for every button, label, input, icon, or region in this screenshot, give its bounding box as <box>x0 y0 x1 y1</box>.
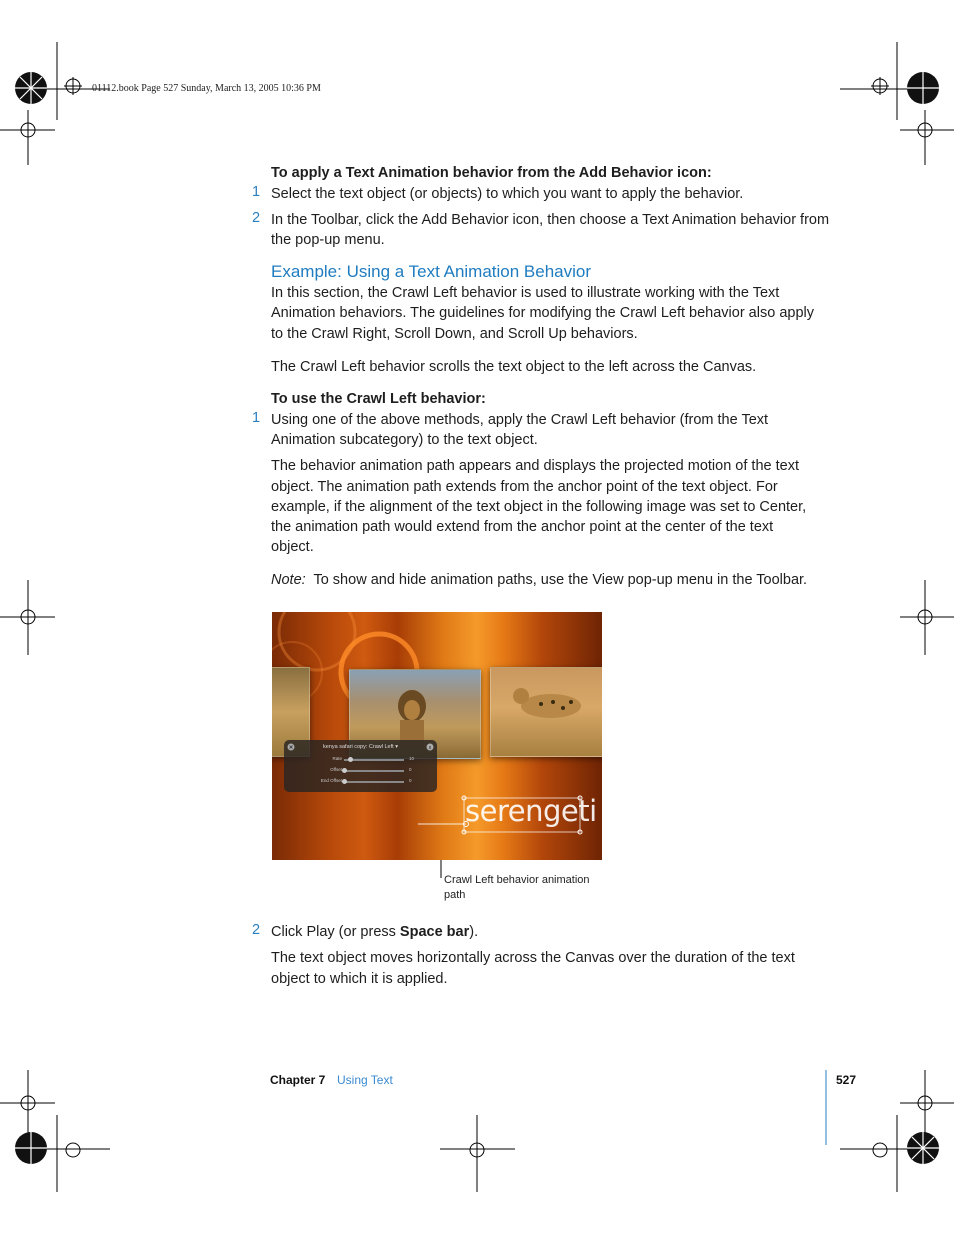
hud-label: End Offset <box>320 778 342 783</box>
footer-chapter-title[interactable]: Using Text <box>337 1073 393 1087</box>
body-line: In this section, the Crawl Left behavior is used to illustrate working with the Text <box>271 285 780 301</box>
step-text <box>271 922 831 943</box>
hud-label: Rate <box>332 756 342 761</box>
page-slug: 01112.book Page 527 Sunday, March 13, 2005 10:36 PM <box>92 83 321 94</box>
step-text-prefix: Click Play (or press <box>271 924 400 940</box>
body-line: Animation behaviors. The guidelines for modifying the Crawl Left behavior also apply <box>271 305 814 321</box>
body-line: object to which it is applied. <box>271 971 448 987</box>
body-line: object. The animation path extends from the anchor point of the text object. For <box>271 479 778 495</box>
hud-label: Offset <box>330 767 342 772</box>
note-text: To show and hide animation paths, use the View pop-up menu in the Toolbar. <box>313 572 808 588</box>
body-line: The text object moves horizontally across the Canvas over the duration of the text <box>271 950 795 966</box>
figure-caption-line: Crawl Left behavior animation <box>444 874 590 886</box>
body-line: object. <box>271 539 314 555</box>
step-number: 1 <box>252 184 261 200</box>
hud-value: 0 <box>409 767 412 772</box>
hud-value: 0 <box>409 778 412 783</box>
hud-title[interactable]: kenya safari copy: Crawl Left ▾ <box>323 744 398 750</box>
canvas-text-object[interactable]: serengeti <box>465 794 597 828</box>
body-line: the animation path would extend from the anchor point at the center of the text <box>271 519 774 535</box>
body-line: to the Crawl Right, Scroll Down, and Scroll Up behaviors. <box>271 326 638 342</box>
footer-chapter: Chapter 7 <box>270 1073 326 1087</box>
step-number: 2 <box>252 922 261 938</box>
key-name: Space bar <box>399 924 470 940</box>
body-line: example, if the alignment of the text object in the following image was set to Center, <box>271 499 807 515</box>
canvas-screenshot <box>272 612 602 860</box>
procedure-heading: To apply a Text Animation behavior from the Add Behavior icon: <box>271 165 712 181</box>
body-paragraph: The Crawl Left behavior scrolls the text object to the left across the Canvas. <box>271 359 757 375</box>
page-number: 527 <box>836 1073 857 1087</box>
note <box>271 570 831 591</box>
step-text-line: Animation subcategory) to the text object. <box>271 432 538 448</box>
section-heading: Example: Using a Text Animation Behavior <box>271 262 592 281</box>
hud-value: 10 <box>409 756 415 761</box>
step-number: 1 <box>252 410 261 426</box>
step-text: Select the text object (or objects) to which you want to apply the behavior. <box>271 186 744 202</box>
note-label: Note: <box>271 572 306 588</box>
body-line: The behavior animation path appears and displays the projected motion of the text <box>271 458 799 474</box>
step-text-suffix: ). <box>469 924 479 940</box>
step-number: 2 <box>252 210 261 226</box>
step-text-line: In the Toolbar, click the Add Behavior icon, then choose a Text Animation behavior from <box>271 212 830 228</box>
step-text-line: the pop-up menu. <box>271 232 385 248</box>
procedure-heading: To use the Crawl Left behavior: <box>271 391 486 407</box>
figure-caption-line: path <box>444 889 466 901</box>
step-text-line: Using one of the above methods, apply the Crawl Left behavior (from the Text <box>271 412 769 428</box>
